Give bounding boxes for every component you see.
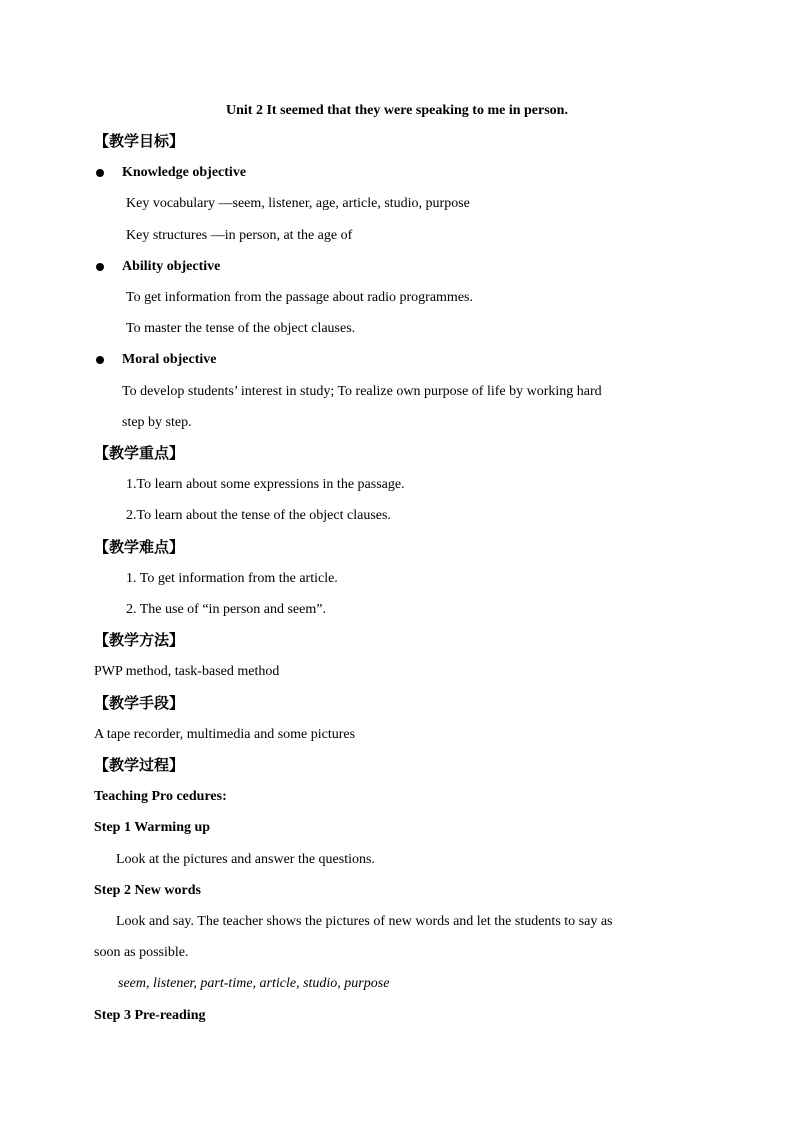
difficulty-1: 1. To get information from the article. [126,571,338,586]
section-heading-means: 【教学手段】 [94,694,185,712]
ability-line-1: To get information from the passage about radio programmes. [126,290,473,305]
ability-objective-label: Ability objective [122,259,221,274]
bullet-icon [96,169,104,177]
step-2-line-1: Look and say. The teacher shows the pictures of new words and let the students to say as [116,914,613,929]
section-heading-process: 【教学过程】 [94,756,185,774]
difficulty-2: 2. The use of “in person and seem”. [126,602,326,617]
moral-line-1: To develop students’ interest in study; To realize own purpose of life by working hard [122,384,602,399]
bullet-icon [96,263,104,271]
key-point-2: 2.To learn about the tense of the object clauses. [126,508,391,523]
means-text: A tape recorder, multimedia and some pictures [94,727,356,742]
methods-text: PWP method, task-based method [94,664,280,679]
bullet-icon [96,356,104,364]
section-heading-key-points: 【教学重点】 [94,444,185,462]
step-2-line-2: soon as possible. [94,945,189,960]
section-heading-objectives: 【教学目标】 [94,132,185,150]
section-heading-methods: 【教学方法】 [94,631,185,649]
key-point-1: 1.To learn about some expressions in the passage. [126,477,405,492]
ability-line-2: To master the tense of the object clauses. [126,321,356,336]
procedures-heading: Teaching Pro cedures: [94,789,227,804]
knowledge-objective-label: Knowledge objective [122,165,247,180]
step-2-title: Step 2 New words [94,883,201,898]
step-1-title: Step 1 Warming up [94,820,211,835]
step-2-words: seem, listener, part-time, article, studio, purpose [118,976,390,991]
knowledge-line-vocabulary: Key vocabulary —seem, listener, age, article, studio, purpose [126,196,470,211]
moral-objective-label: Moral objective [122,352,217,367]
moral-line-2: step by step. [122,415,192,430]
section-heading-difficulties: 【教学难点】 [94,538,185,556]
step-3-title: Step 3 Pre-reading [94,1008,206,1023]
knowledge-line-structures: Key structures —in person, at the age of [126,228,353,243]
page-title: Unit 2 It seemed that they were speaking to me in person. [226,103,568,118]
step-1-text: Look at the pictures and answer the questions. [116,852,375,867]
